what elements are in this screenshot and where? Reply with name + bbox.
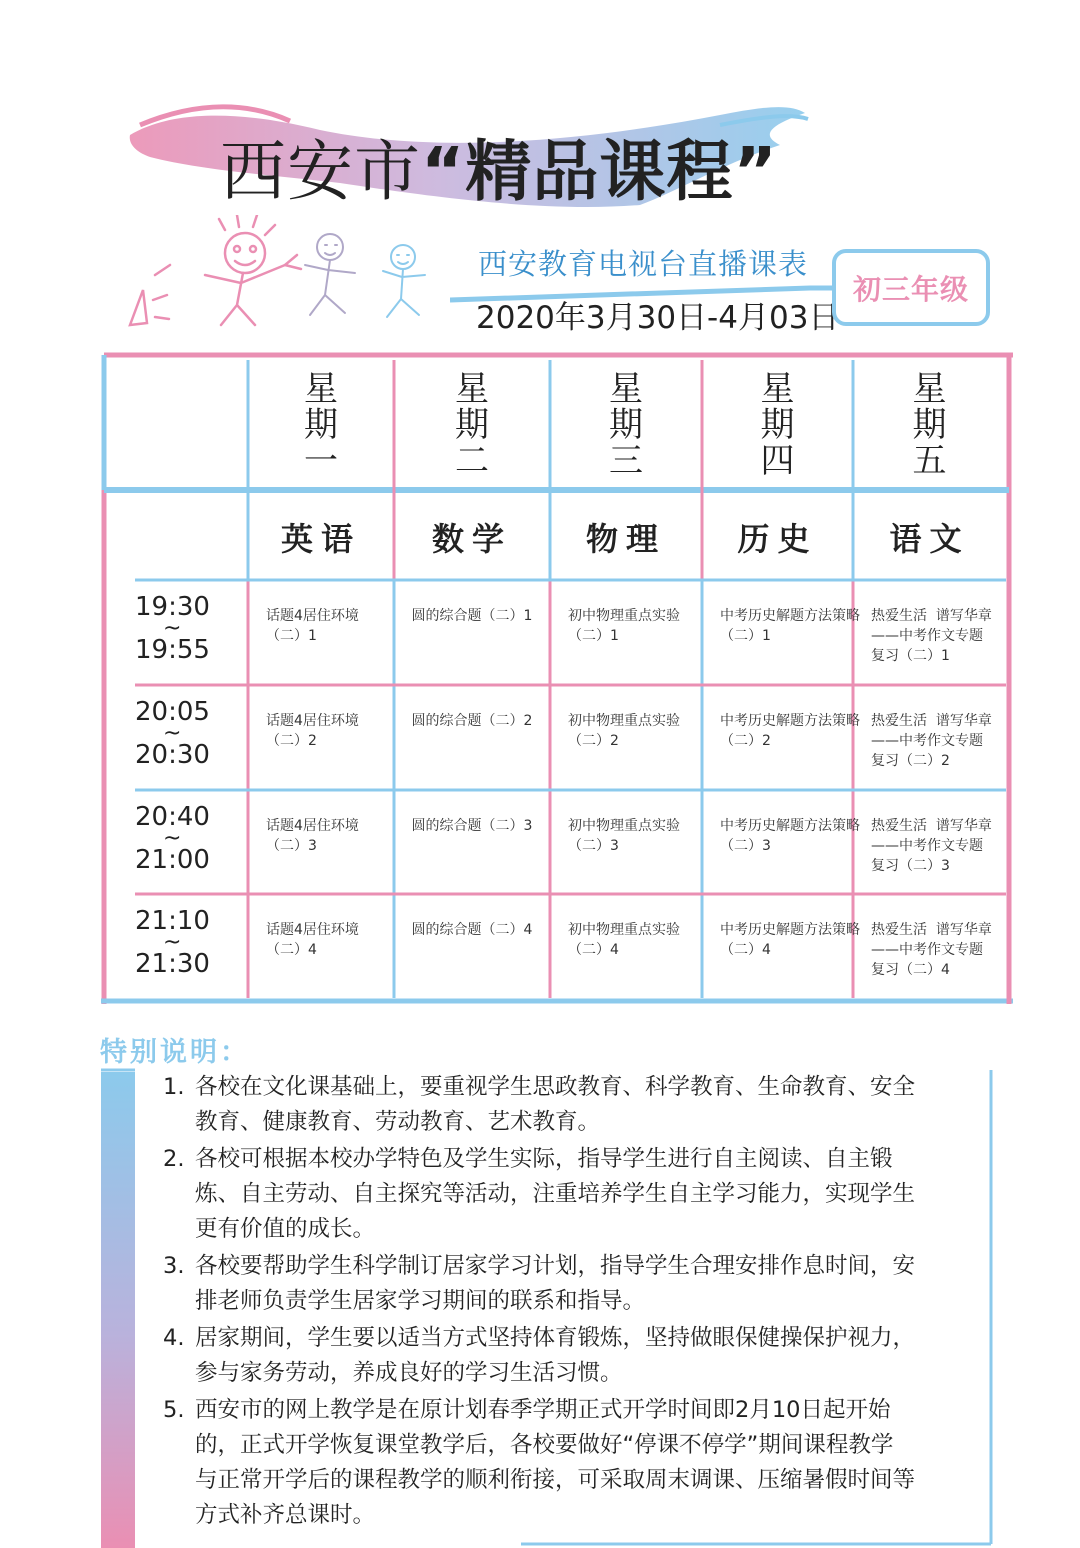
lesson-text: 圆的综合题（二）3 [411, 818, 533, 834]
lesson-text: 热爱生活 谱写华章 [871, 608, 992, 624]
note-line: 各校可根据本校办学特色及学生实际，指导学生进行自主阅读、自主锻 [195, 1146, 893, 1172]
grade-label: 初三年级 [852, 272, 969, 306]
lesson-text: 初中物理重点实验 [568, 608, 680, 624]
day-header-char: 五 [912, 441, 947, 481]
day-header-char: 期 [455, 405, 489, 445]
day-header-char: 四 [760, 441, 795, 481]
lesson-text: 热爱生活 谱写华章 [871, 713, 992, 729]
lesson-text: 中考历史解题方法策略 [720, 922, 860, 938]
note-number: 4. [163, 1325, 185, 1351]
note-line: 各校要帮助学生科学制订居家学习计划，指导学生合理安排作息时间，安 [195, 1253, 916, 1279]
lesson-cell[interactable] [394, 790, 550, 894]
day-header-char: 期 [609, 405, 643, 445]
lesson-text: （二）4 [266, 942, 317, 958]
lesson-text: ——中考作文专题 [871, 733, 983, 749]
lesson-cell[interactable] [853, 894, 1006, 997]
day-header [394, 360, 550, 490]
lesson-text: 初中物理重点实验 [568, 713, 680, 729]
time-start: 19:30 [135, 592, 210, 622]
lesson-cell[interactable] [394, 580, 550, 685]
note-line: 西安市的网上教学是在原计划春季学期正式开学时间即2月10日起开始 [195, 1397, 891, 1423]
lesson-cell[interactable] [702, 894, 860, 997]
time-slot [101, 804, 248, 908]
note-number: 5. [163, 1397, 185, 1423]
day-header [550, 360, 702, 490]
subject-label: 英语 [280, 520, 361, 558]
day-header-char: 一 [304, 441, 338, 481]
time-end: 20:30 [135, 740, 210, 770]
note-line: 炼、自主劳动、自主探究等活动，注重培养学生自主学习能力，实现学生 [195, 1181, 916, 1207]
note-number: 1. [163, 1074, 185, 1100]
title-bold: 精品课程 [465, 133, 734, 210]
title-open-quote: “ [421, 133, 466, 210]
day-header [853, 360, 1006, 490]
lesson-cell[interactable] [702, 790, 860, 894]
grade-badge [832, 249, 990, 326]
lesson-text: 中考历史解题方法策略 [720, 713, 860, 729]
time-start: 20:40 [135, 802, 210, 832]
note-line: 更有价值的成长。 [195, 1216, 376, 1242]
day-header [248, 360, 394, 490]
day-header-char: 二 [455, 441, 489, 481]
lesson-text: （二）2 [568, 733, 619, 749]
subject-label: 数学 [431, 520, 512, 558]
title-close-quote: ” [733, 133, 778, 210]
note-item [163, 1070, 985, 1140]
lesson-cell[interactable] [550, 580, 702, 685]
time-slot [101, 699, 248, 804]
kids-doodle-icon [125, 215, 445, 335]
lesson-cell[interactable] [394, 894, 550, 997]
time-separator: ~ [163, 826, 182, 851]
note-item [163, 1321, 985, 1391]
lesson-cell[interactable] [248, 790, 394, 894]
lesson-text: 中考历史解题方法策略 [720, 608, 860, 624]
lesson-text: 复习（二）2 [871, 753, 950, 769]
note-line: 参与家务劳动，养成良好的学习生活习惯。 [195, 1360, 623, 1386]
lesson-text: ——中考作文专题 [871, 838, 983, 854]
subject-header [702, 494, 853, 580]
time-slot [101, 594, 248, 699]
time-separator: ~ [163, 721, 182, 746]
time-slot [101, 908, 248, 1011]
note-number: 3. [163, 1253, 185, 1279]
note-line: 排老师负责学生居家学习期间的联系和指导。 [195, 1288, 646, 1314]
subject-header [394, 494, 550, 580]
note-number: 2. [163, 1146, 185, 1172]
subject-header [853, 494, 1006, 580]
lesson-cell[interactable] [853, 790, 1006, 894]
note-line: 的，正式开学恢复课堂教学后，各校要做好“停课不停学”期间课程教学 [195, 1432, 894, 1458]
lesson-cell[interactable] [550, 894, 702, 997]
lesson-text: 复习（二）4 [871, 962, 950, 978]
lesson-cell[interactable] [394, 685, 550, 790]
lesson-cell[interactable] [248, 580, 394, 685]
day-header-char: 星 [760, 369, 795, 409]
note-line: 方式补齐总课时。 [195, 1502, 376, 1528]
lesson-text: 话题4居住环境 [266, 818, 359, 834]
lesson-cell[interactable] [248, 894, 394, 997]
lesson-text: ——中考作文专题 [871, 628, 983, 644]
subject-label: 物理 [585, 520, 666, 558]
subject-label: 历史 [737, 520, 818, 558]
time-end: 21:00 [135, 845, 210, 875]
lesson-text: 复习（二）1 [871, 648, 950, 664]
page-title [220, 118, 778, 213]
lesson-cell[interactable] [550, 685, 702, 790]
notes-heading: 特别说明： [100, 1037, 250, 1068]
lesson-text: （二）4 [720, 942, 771, 958]
subject-header [550, 494, 702, 580]
note-item [163, 1393, 985, 1533]
lesson-cell[interactable] [853, 685, 1006, 790]
lesson-text: （二）1 [568, 628, 619, 644]
lesson-text: 圆的综合题（二）1 [411, 608, 533, 624]
title-prefix: 西安市 [220, 133, 421, 210]
subject-header [248, 494, 394, 580]
lesson-text: ——中考作文专题 [871, 942, 983, 958]
lesson-text: 初中物理重点实验 [568, 818, 680, 834]
lesson-text: 话题4居住环境 [266, 608, 359, 624]
note-item [163, 1249, 985, 1319]
day-header-char: 期 [304, 405, 338, 445]
schedule-table [101, 352, 1013, 1004]
note-line: 与正常开学后的课程教学的顺利衔接，可采取周末调课、压缩暑假时间等 [195, 1467, 916, 1493]
time-start: 21:10 [135, 906, 210, 936]
day-header-char: 星 [609, 369, 643, 409]
lesson-text: （二）4 [568, 942, 619, 958]
time-end: 19:55 [135, 635, 210, 665]
date-range: 2020年3月30日-4月03日 [476, 300, 840, 336]
subtitle: 西安教育电视台直播课表 [478, 247, 809, 281]
lesson-text: （二）3 [568, 838, 619, 854]
lesson-cell[interactable] [702, 580, 860, 685]
lesson-text: 话题4居住环境 [266, 922, 359, 938]
lesson-text: （二）2 [266, 733, 317, 749]
time-separator: ~ [163, 616, 182, 641]
lesson-cell[interactable] [853, 580, 1006, 685]
lesson-text: 圆的综合题（二）4 [411, 922, 533, 938]
lesson-cell[interactable] [248, 685, 394, 790]
lesson-text: （二）1 [266, 628, 317, 644]
lesson-text: 圆的综合题（二）2 [411, 713, 533, 729]
lesson-text: 中考历史解题方法策略 [720, 818, 860, 834]
note-line: 各校在文化课基础上，要重视学生思政教育、科学教育、生命教育、安全 [195, 1074, 916, 1100]
time-start: 20:05 [135, 697, 210, 727]
lesson-text: 热爱生活 谱写华章 [871, 818, 992, 834]
lesson-cell[interactable] [550, 790, 702, 894]
day-header [702, 360, 853, 490]
lesson-text: （二）2 [720, 733, 771, 749]
lesson-text: 话题4居住环境 [266, 713, 359, 729]
lesson-text: （二）1 [720, 628, 771, 644]
day-header-char: 期 [760, 405, 795, 445]
note-line: 居家期间，学生要以适当方式坚持体育锻炼，坚持做眼保健操保护视力， [195, 1325, 916, 1351]
lesson-text: 热爱生活 谱写华章 [871, 922, 992, 938]
lesson-text: （二）3 [720, 838, 771, 854]
lesson-text: 初中物理重点实验 [568, 922, 680, 938]
time-separator: ~ [163, 930, 182, 955]
lesson-cell[interactable] [702, 685, 860, 790]
lesson-text: （二）3 [266, 838, 317, 854]
note-line: 教育、健康教育、劳动教育、艺术教育。 [195, 1109, 601, 1135]
day-header-char: 期 [912, 405, 947, 445]
day-header-char: 星 [304, 369, 338, 409]
time-end: 21:30 [135, 949, 210, 979]
day-header-char: 星 [455, 369, 489, 409]
lesson-text: 复习（二）3 [871, 858, 950, 874]
day-header-char: 三 [609, 441, 643, 481]
day-header-char: 星 [912, 369, 947, 409]
subject-label: 语文 [889, 520, 970, 558]
note-item [163, 1142, 985, 1247]
